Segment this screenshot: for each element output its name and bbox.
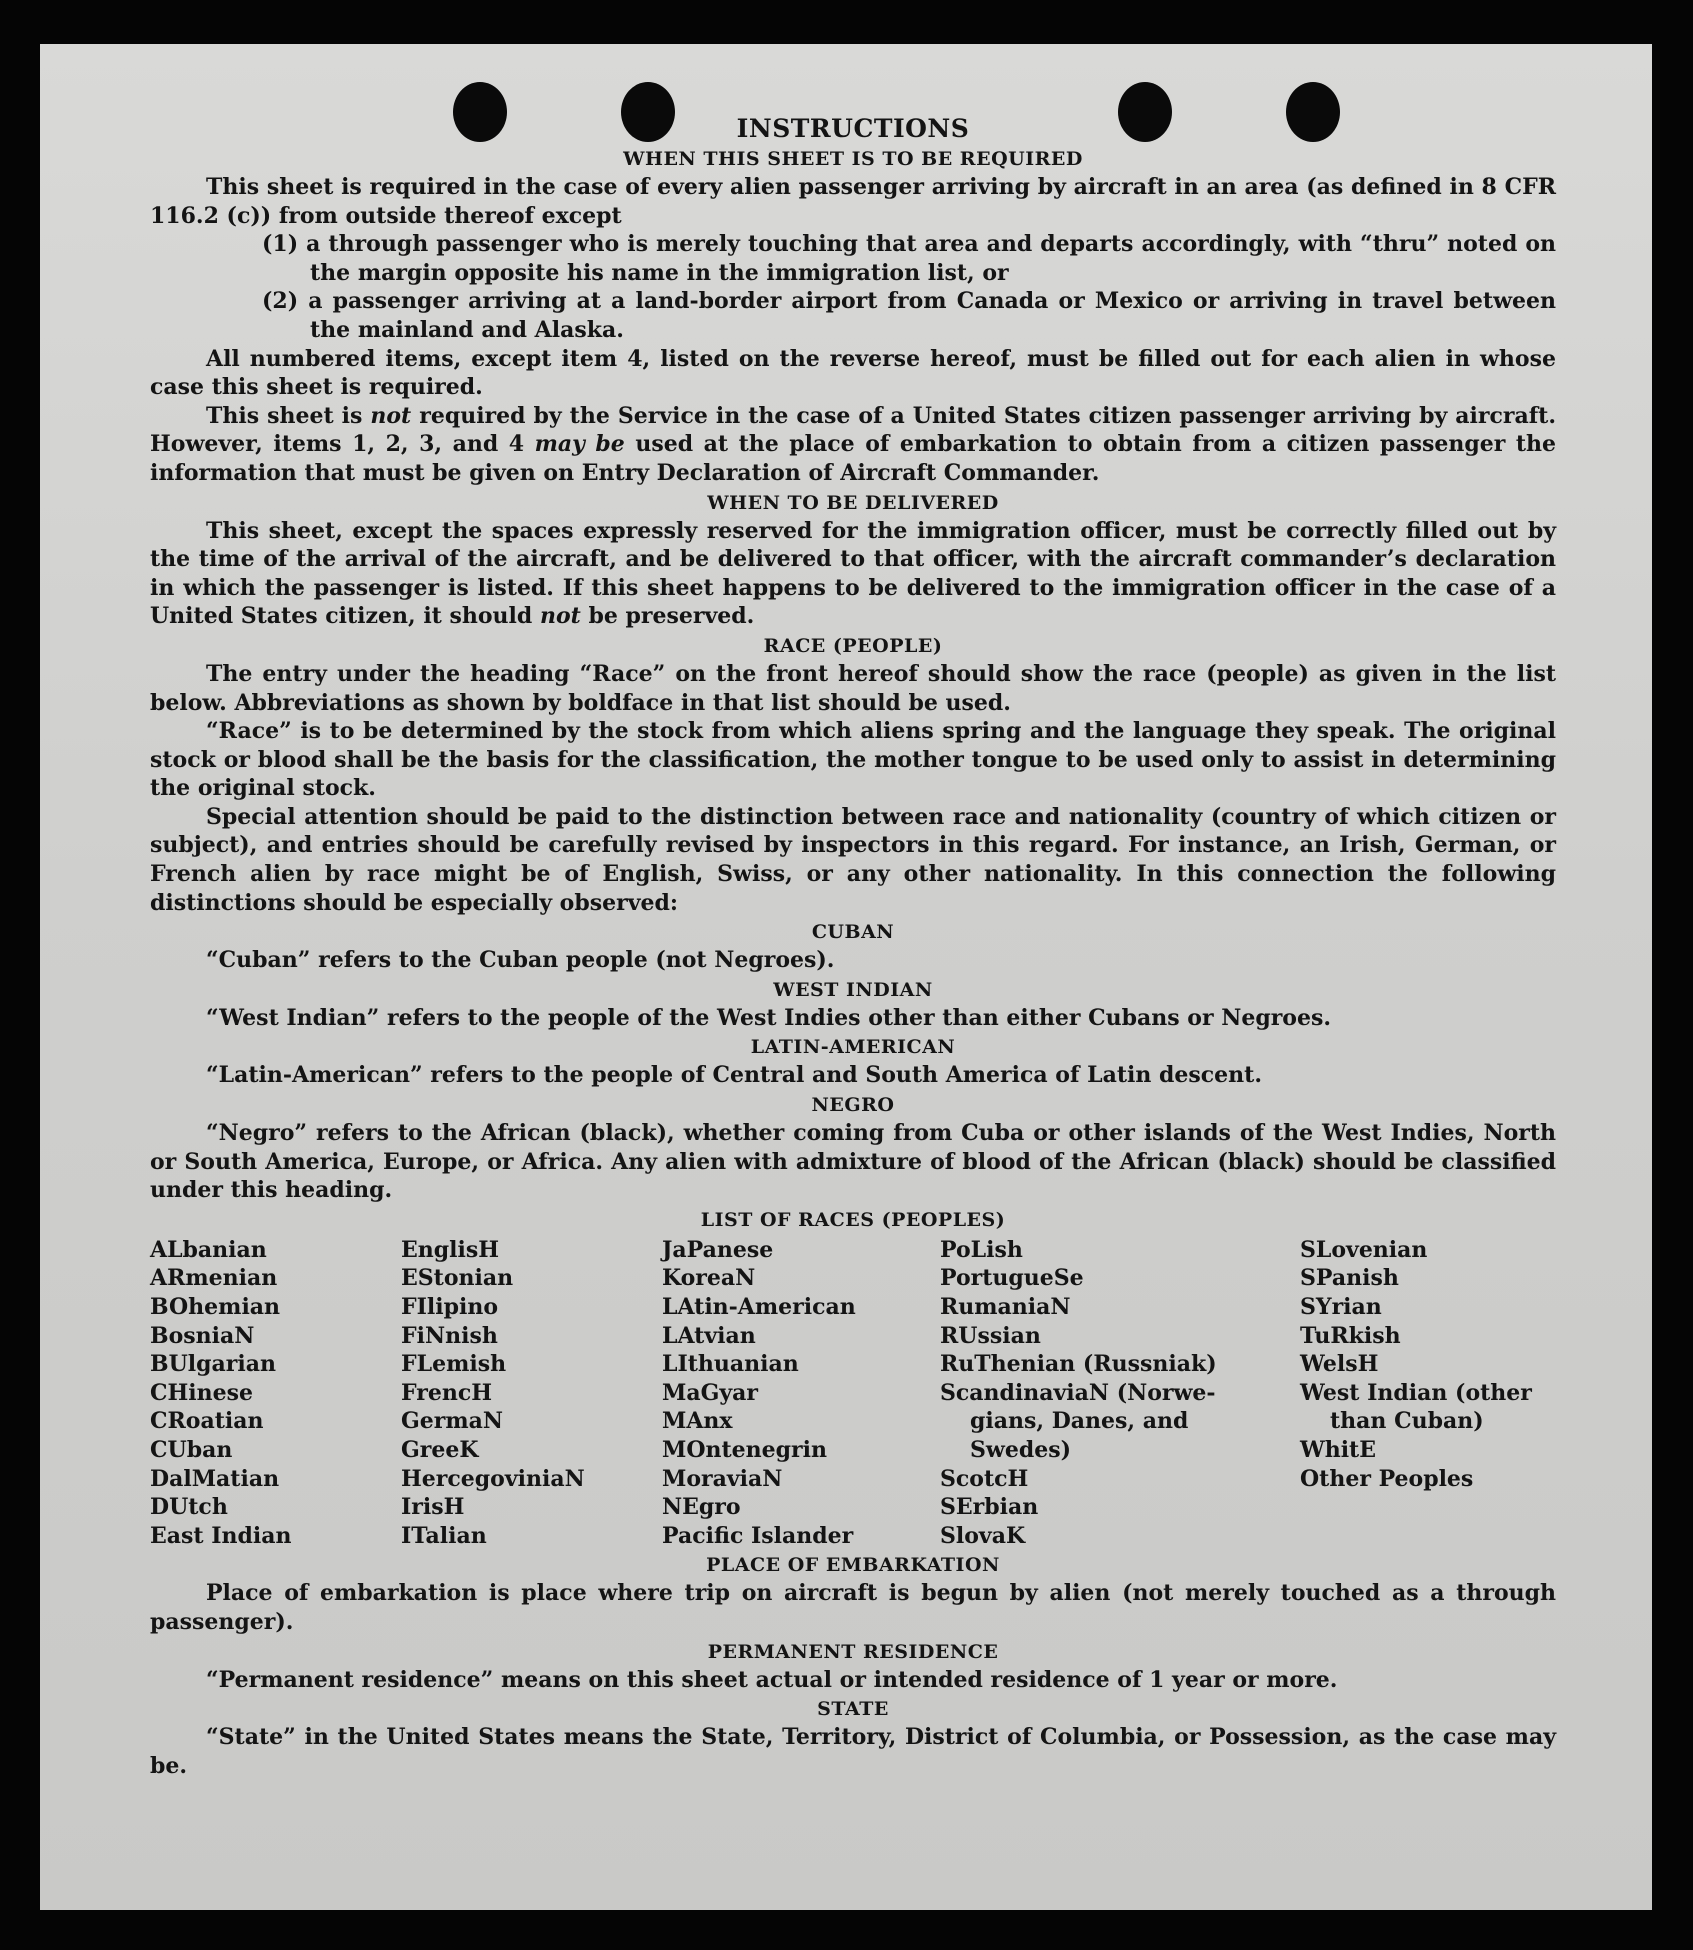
race-item: ALbanian — [150, 1236, 267, 1263]
race-column — [401, 1236, 662, 1551]
heading-state: STATE — [817, 1698, 889, 1721]
race-item: ScotcH — [940, 1465, 1029, 1492]
document-sheet — [40, 44, 1652, 1910]
text-run: be preserved. — [580, 603, 755, 630]
race-item: MAnx — [662, 1408, 733, 1435]
list-item: (2) a passenger arriving at a land-border airport from Canada or Mexico or arriving in travel between the mainland and Alaska. — [262, 288, 1556, 343]
paragraph: Special attention should be paid to the distinction between race and nationality (country of which citizen or subject), and entries should be carefully revised by inspectors in this regard. For instance, an Irish, German, or French alien by race might be of English, Swiss, or any other nationality. In this connection the following distinctions should be especially observed: — [150, 803, 1556, 916]
paragraph — [150, 402, 1556, 488]
text-run: required by the Service in the case of a United States citizen passenger arriving by aircraft. However, items 1, 2, 3, and 4 — [150, 402, 1556, 458]
text-run: This sheet, except the spaces expressly reserved for the immigration officer, must be correctly filled out by the time of the arrival of the aircraft, and be delivered to that officer, with the aircraft commander’s declaration in which the passenger is listed. If this sheet happens to be delivered to the immigration officer in the case of a United States citizen, it should — [150, 517, 1556, 630]
race-item: BUlgarian — [150, 1351, 276, 1378]
race-column — [1300, 1236, 1556, 1551]
instructions-text — [150, 114, 1556, 1780]
page-title: INSTRUCTIONS — [736, 114, 970, 143]
race-item: DalMatian — [150, 1465, 280, 1492]
race-item: ScandinaviaN (Norwe- — [940, 1379, 1216, 1406]
text-run: This sheet is — [206, 402, 371, 429]
race-item: SLovenian — [1300, 1236, 1428, 1263]
race-item: WelsH — [1300, 1351, 1379, 1378]
race-item: GreeK — [401, 1436, 479, 1463]
text-run: used at the place of embarkation to obtain from a citizen passenger the information that must be given on Entry Declaration of Aircraft Commander. — [150, 431, 1556, 486]
race-item: KoreaN — [662, 1265, 756, 1292]
race-item: TuRkish — [1300, 1322, 1401, 1349]
heading-cuban: CUBAN — [811, 921, 895, 944]
race-item: CUban — [150, 1436, 233, 1463]
paragraph: “State” in the United States means the State, Territory, District of Columbia, or Possession, as the case may be. — [150, 1724, 1556, 1779]
emphasis: not — [539, 603, 581, 630]
race-item: ITalian — [401, 1522, 487, 1549]
race-item: FIlipino — [401, 1294, 499, 1320]
race-item: than Cuban) — [1330, 1408, 1484, 1435]
race-item: NEgro — [662, 1494, 741, 1521]
race-item: SYrian — [1300, 1294, 1382, 1320]
race-column — [940, 1236, 1300, 1551]
heading-race: RACE (PEOPLE) — [763, 634, 943, 657]
race-item: GermaN — [401, 1408, 504, 1435]
race-item: RuThenian (Russniak) — [940, 1351, 1217, 1378]
race-item: FrencH — [401, 1379, 492, 1406]
heading-permanent-residence: PERMANENT RESIDENCE — [707, 1640, 999, 1663]
race-item: SErbian — [940, 1494, 1039, 1521]
paragraph — [150, 517, 1556, 631]
race-item: CRoatian — [150, 1408, 264, 1435]
race-item: RumaniaN — [940, 1294, 1071, 1320]
race-item: Swedes) — [970, 1436, 1071, 1463]
race-item: MoraviaN — [662, 1465, 783, 1492]
race-item: Pacific Islander — [662, 1522, 854, 1549]
paragraph: This sheet is required in the case of every alien passenger arriving by aircraft in an area (as defined in 8 CFR 116.2 (c)) from outside thereof except — [150, 174, 1556, 229]
race-item: East Indian — [150, 1522, 292, 1549]
race-column — [662, 1236, 940, 1551]
paragraph: “Latin-American” refers to the people of Central and South America of Latin descent. — [206, 1062, 1262, 1089]
race-item: EStonian — [401, 1265, 514, 1292]
race-item: PortugueSe — [940, 1265, 1084, 1292]
race-item: gians, Danes, and — [970, 1408, 1189, 1435]
heading-list-of-races: LIST OF RACES (PEOPLES) — [700, 1208, 1006, 1231]
paragraph: The entry under the heading “Race” on the front hereof should show the race (people) as given in the list below. Abbreviations as shown by boldface in that list should be used. — [150, 660, 1556, 716]
race-item: MOntenegrin — [662, 1436, 827, 1463]
race-item: DUtch — [150, 1494, 228, 1521]
paragraph: “Cuban” refers to the Cuban people (not Negroes). — [206, 947, 835, 974]
race-item: LAtin-American — [662, 1294, 856, 1320]
race-item: FLemish — [401, 1351, 507, 1378]
race-item: BOhemian — [150, 1294, 281, 1320]
paragraph: Place of embarkation is place where trip on aircraft is begun by alien (not merely touched as a through passenger). — [150, 1580, 1556, 1635]
race-item: WhitE — [1300, 1436, 1376, 1463]
race-item: EnglisH — [401, 1236, 500, 1263]
heading-when-delivered: WHEN TO BE DELIVERED — [707, 491, 999, 514]
race-item: MaGyar — [662, 1379, 759, 1406]
race-item: ARmenian — [150, 1265, 278, 1292]
race-list — [150, 1236, 1556, 1551]
race-item: IrisH — [401, 1494, 465, 1521]
race-item: BosniaN — [150, 1322, 255, 1349]
paragraph: “West Indian” refers to the people of the West Indies other than either Cubans or Negroes. — [206, 1004, 1332, 1031]
race-item: LAtvian — [662, 1322, 756, 1349]
race-item: RUssian — [940, 1322, 1041, 1349]
race-item: PoLish — [940, 1236, 1023, 1263]
paragraph: “Permanent residence” means on this sheet actual or intended residence of 1 year or more. — [206, 1666, 1338, 1693]
race-column — [150, 1236, 401, 1551]
race-item: SlovaK — [940, 1522, 1026, 1549]
list-item: (1) a through passenger who is merely touching that area and departs accordingly, with “thru” noted on the margin opposite his name in the immigration list, or — [262, 231, 1556, 286]
race-item: JaPanese — [662, 1236, 774, 1263]
emphasis: not — [370, 402, 412, 429]
emphasis: may be — [534, 431, 625, 458]
heading-embarkation: PLACE OF EMBARKATION — [706, 1554, 1000, 1577]
heading-west-indian: WEST INDIAN — [773, 978, 933, 1001]
race-item: LIthuanian — [662, 1351, 799, 1378]
race-item: West Indian (other — [1300, 1379, 1532, 1406]
paragraph: “Race” is to be determined by the stock from which aliens spring and the language they speak. The original stock or blood shall be the basis for the classification, the mother tongue to be used only to assist in determining the original stock. — [150, 718, 1556, 802]
race-item: CHinese — [150, 1379, 254, 1406]
race-item: HercegoviniaN — [401, 1465, 585, 1492]
race-item: Other Peoples — [1300, 1465, 1474, 1492]
paragraph: “Negro” refers to the African (black), whether coming from Cuba or other islands of the West Indies, North or South America, Europe, or Africa. Any alien with admixture of blood of the African (black) should be classified under this heading. — [150, 1120, 1556, 1204]
race-item: FiNnish — [401, 1322, 498, 1349]
heading-negro: NEGRO — [811, 1094, 895, 1117]
race-item: SPanish — [1300, 1265, 1399, 1292]
paragraph: All numbered items, except item 4, listed on the reverse hereof, must be filled out for each alien in whose case this sheet is required. — [150, 345, 1556, 401]
heading-latin-american: LATIN-AMERICAN — [750, 1036, 956, 1059]
heading-when-required: WHEN THIS SHEET IS TO BE REQUIRED — [623, 148, 1083, 170]
